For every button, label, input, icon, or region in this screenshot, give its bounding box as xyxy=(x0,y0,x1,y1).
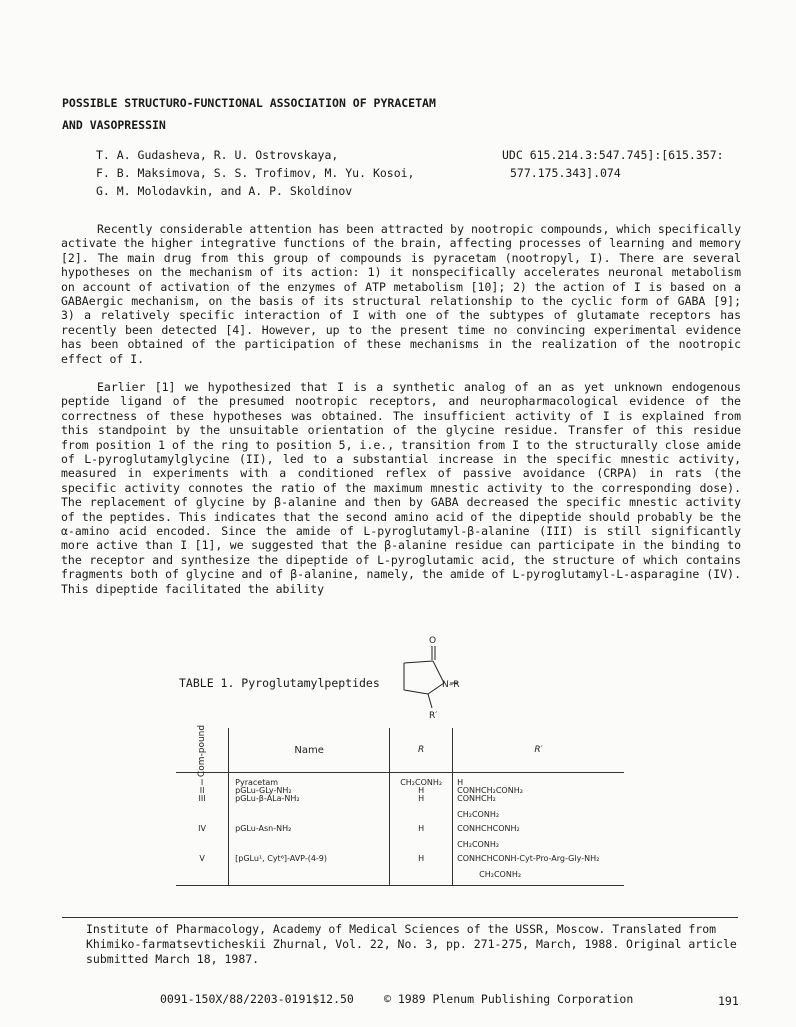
udc-line: UDC 615.214.3:547.745]:[615.357: xyxy=(502,148,724,162)
compound-id: III xyxy=(198,794,206,803)
r-prime-label: R′ xyxy=(429,711,438,721)
compound-name: pGLu-Asn-NH₂ xyxy=(229,825,390,855)
r-value: CH₂CONH₂ xyxy=(390,773,453,788)
r-prime-substituent: CH₂CONH₂ xyxy=(479,870,522,879)
r-prime-header: R′ xyxy=(453,728,624,773)
paragraph-text: Recently considerable attention has been attracted by nootropic compounds, which specifically activate the higher integrative functions of the brain, affecting processes of learning and memory [2]. The main drug from this group of compounds is pyracetam (nootropyl, I). There are several hypotheses on the mechanism of its action: 1) it nonspecifically accelerates neuronal metabolism on account of activation of the enzymes of ATP metabolism [10]; 2) the action of I is based on a GABAergic mechanism, on the basis of its structural relationship to the cyclic form of GABA [9]; 3) a relatively specific interaction of I with one of the subtypes of glutamate receptors has recently been detected [4]. However, up to the present time no convincing experimental evidence has been obtained of the participation of these mechanisms in the realization of the nootropic effect of I. xyxy=(61,222,741,366)
pyroglutamylpeptides-table xyxy=(176,724,624,886)
r-prime-value: CONHCHCONH-Cyt-Pro-Arg-Gly-NH₂ xyxy=(457,854,600,863)
table-row xyxy=(176,795,624,825)
compound-header: Com-pound xyxy=(176,728,229,773)
nitrogen-label: N–R xyxy=(442,680,460,690)
r-prime-substituent: CH₂CONH₂ xyxy=(457,840,500,849)
udc-line: 577.175.343].074 xyxy=(510,166,621,180)
compound-id: V xyxy=(176,855,229,886)
author-list xyxy=(96,146,415,200)
compound-name: Pyracetam xyxy=(229,773,390,788)
compound-name: pGLu-GLy-NH₂ xyxy=(229,787,390,795)
footnote xyxy=(86,922,746,967)
compound-id: I xyxy=(200,778,204,787)
r-value: H xyxy=(390,787,453,795)
body-paragraph-1 xyxy=(61,222,741,366)
copyright-notice: © 1989 Plenum Publishing Corporation xyxy=(384,992,634,1006)
oxygen-label: O xyxy=(429,636,437,646)
page-number: 191 xyxy=(718,994,739,1008)
table-row xyxy=(176,855,624,886)
table-row xyxy=(176,825,624,855)
r-value: H xyxy=(390,855,453,886)
compound-name: pGLu-β-ALa-NH₂ xyxy=(229,795,390,825)
compound-id: II xyxy=(199,786,205,795)
compound-name: [pGLu¹, Cyt⁶]-AVP-(4-9) xyxy=(229,855,390,886)
title-line-1: POSSIBLE STRUCTURO-FUNCTIONAL ASSOCIATION OF PYRACETAM xyxy=(62,96,436,110)
name-header: Name xyxy=(229,728,390,773)
r-header: R xyxy=(390,728,453,773)
r-prime-substituent: CH₂CONH₂ xyxy=(457,810,500,819)
author-line: G. M. Molodavkin, and A. P. Skoldinov xyxy=(96,184,353,198)
table-header-row xyxy=(176,728,624,773)
table-caption: TABLE 1. Pyroglutamylpeptides xyxy=(179,676,380,690)
udc-code xyxy=(502,146,724,182)
r-value: H xyxy=(390,795,453,825)
r-prime-value: H xyxy=(457,778,464,787)
r-prime-value: CONHCH₂ xyxy=(457,794,496,803)
r-prime-cell xyxy=(453,825,624,855)
pyroglutamyl-structure xyxy=(398,632,498,724)
r-prime-value: CONHCH₂CONH₂ xyxy=(457,786,523,795)
author-line: T. A. Gudasheva, R. U. Ostrovskaya, xyxy=(96,148,339,162)
author-line: F. B. Maksimova, S. S. Trofimov, M. Yu. Kosoi, xyxy=(96,166,415,180)
r-prime-cell xyxy=(453,795,624,825)
r-prime-cell xyxy=(453,855,624,886)
paragraph-text: Earlier [1] we hypothesized that I is a synthetic analog of an as yet unknown endogenous peptide ligand of the presumed nootropic receptors, and neuropharmacological evidence of the correctness of these hypotheses was obtained. The insufficient activity of I is explained from this standpoint by the unsuitable orientation of the glycine residue. Transfer of this residue from position 1 of the ring to position 5, i.e., transition from I to the structurally close amide of L-pyroglutamylglycine (II), led to a substantial increase in the specific mnestic activity, measured in experiments with a conditioned reflex of passive avoidance (CRPA) in rats (the specific activity connotes the ratio of the maximum mnestic activity to the corresponding dose). The replacement of glycine by β-alanine and then by GABA decreased the specific mnestic activity of the peptides. This indicates that the second amino acid of the dipeptide should probably be the α-amino acid encoded. Since the amide of L-pyroglutamyl-β-alanine (III) is still significantly more active than I [1], we suggested that the β-alanine residue can participate in the binding to the receptor and synthesize the dipeptide of L-pyroglutamic acid, the structure of which contains fragments both of glycine and of β-alanine, namely, the amide of L-pyroglutamyl-L-asparagine (IV). This dipeptide facilitated the ability xyxy=(61,380,741,596)
compound-id: IV xyxy=(198,824,206,833)
footnote-text: Institute of Pharmacology, Academy of Medical Sciences of the USSR, Moscow. Translated from Khimiko-farmatsevticheskii Zhurnal, Vol. 22, No. 3, pp. 271-275, March, 1988. Original article submitted March 18, 1987. xyxy=(86,922,737,966)
r-prime-value: CONHCHCONH₂ xyxy=(457,824,520,833)
footnote-divider xyxy=(62,917,738,918)
article-code: 0091-150X/88/2203-0191$12.50 xyxy=(160,992,354,1006)
r-value: H xyxy=(390,825,453,855)
title-line-2: AND VASOPRESSIN xyxy=(62,118,166,132)
body-paragraph-2 xyxy=(61,380,741,596)
table-row xyxy=(176,773,624,788)
